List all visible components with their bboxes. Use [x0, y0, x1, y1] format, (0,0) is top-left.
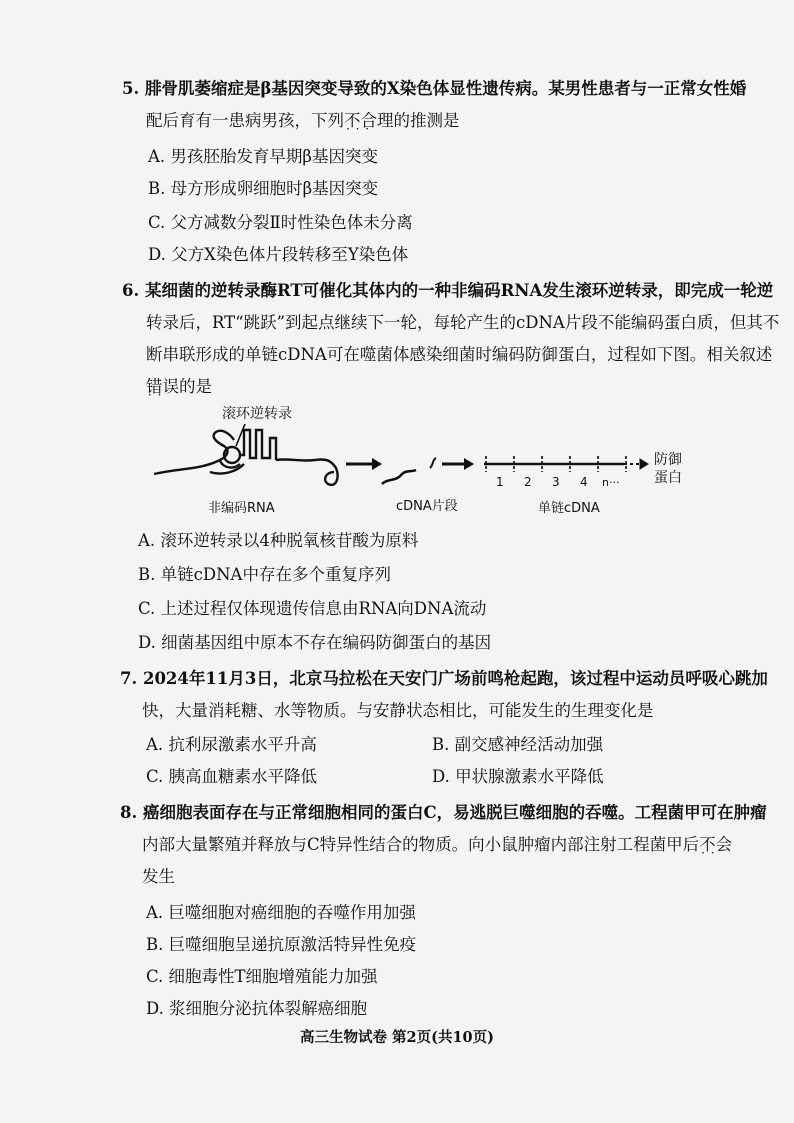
q6-stem-line2: 转录后，RT“跳跃”到起点继续下一轮，每轮产生的cDNA片段不能编码蛋白质，但其不	[146, 313, 780, 332]
q6-stem-line1: 6. 某细菌的逆转录酶RT可催化其体内的一种非编码RNA发生滚环逆转录，即完成一轮逆	[122, 281, 774, 300]
segment-3: 3	[552, 475, 560, 489]
q8-option-a[interactable]: A. 巨噬细胞对癌细胞的吞噬作用加强	[146, 903, 416, 922]
q5-option-c[interactable]: C. 父方减数分裂Ⅱ时性染色体未分离	[148, 213, 413, 232]
q6-option-b[interactable]: B. 单链cDNA中存在多个重复序列	[138, 565, 391, 584]
segment-n: n···	[602, 476, 620, 489]
q5-option-a[interactable]: A. 男孩胚胎发育早期β基因突变	[148, 147, 378, 166]
segment-1: 1	[496, 475, 504, 489]
q8-stem-line1: 8. 癌细胞表面存在与正常细胞相同的蛋白C，易逃脱巨噬细胞的吞噬。工程菌甲可在肿瘤	[120, 803, 767, 822]
q7-option-b[interactable]: B. 副交感神经活动加强	[432, 735, 604, 754]
q8-emphasis: 不会 · ·	[699, 835, 732, 854]
q5-option-b[interactable]: B. 母方形成卵细胞时β基因突变	[148, 179, 379, 198]
q6-stem-line4	[146, 376, 212, 398]
q7-stem-line2: 快，大量消耗糖、水等物质。与安静状态相比，可能发生的生理变化是	[142, 701, 654, 720]
q6-option-a[interactable]: A. 滚环逆转录以4种脱氧核苷酸为原料	[138, 531, 419, 550]
q8-option-c[interactable]: C. 细胞毒性T细胞增殖能力加强	[146, 967, 378, 986]
page-footer: 高三生物试卷 第2页(共10页)	[299, 1029, 495, 1046]
q6-option-d[interactable]: D. 细菌基因组中原本不存在编码防御蛋白的基因	[138, 633, 492, 652]
q7-stem-line1: 7. 2024年11月3日，北京马拉松在天安门广场前鸣枪起跑，该过程中运动员呼吸心跳加	[120, 669, 768, 688]
q7-option-c[interactable]: C. 胰高血糖素水平降低	[146, 767, 318, 786]
label-noncoding-rna: 非编码RNA	[208, 501, 275, 516]
q8-option-d[interactable]: D. 浆细胞分泌抗体裂解癌细胞	[146, 999, 368, 1018]
noncoding-rna-shape	[154, 430, 338, 485]
q8-stem-line2	[142, 834, 732, 856]
q7-option-a[interactable]: A. 抗利尿激素水平升高	[146, 735, 317, 754]
q5-option-d[interactable]: D. 父方X染色体片段转移至Y染色体	[148, 245, 409, 264]
label-defense-protein-2: 蛋白	[654, 470, 682, 486]
q5-stem-line2	[146, 110, 460, 132]
q5-stem-line2-end: 的推测是	[393, 111, 460, 130]
segment-4: 4	[580, 475, 588, 489]
rolling-circle-diagram	[150, 398, 710, 518]
q8-stem-line2-start: 内部大量繁殖并释放与C特异性结合的物质。向小鼠肿瘤内部注射工程菌甲后	[142, 835, 700, 854]
single-strand-cdna	[484, 456, 648, 472]
q5-stem-line1: 5. 腓骨肌萎缩症是β基因突变导致的X染色体显性遗传病。某男性患者与一正常女性婚	[122, 79, 747, 98]
q8-stem-line3: 发生	[142, 867, 175, 886]
segment-2: 2	[524, 475, 532, 489]
q5-emphasis: 不合理 · · ·	[344, 111, 394, 130]
q5-stem-line2-start: 配后育有一患病男孩，下列	[146, 111, 344, 130]
q6-stem-line4-end: 的是	[179, 377, 212, 396]
label-defense-protein-1: 防御	[654, 452, 682, 468]
q6-stem-line3: 断串联形成的单链cDNA可在噬菌体感染细菌时编码防御蛋白，过程如下图。相关叙述	[146, 345, 773, 364]
q6-emphasis: 错误 · ·	[146, 377, 179, 396]
label-ss-cdna: 单链cDNA	[538, 501, 600, 516]
q8-option-b[interactable]: B. 巨噬细胞呈递抗原激活特异性免疫	[146, 935, 417, 954]
label-rolling-rt: 滚环逆转录	[222, 406, 292, 422]
label-cdna-fragment: cDNA片段	[396, 499, 458, 514]
cdna-fragment-shape	[382, 470, 416, 484]
q7-option-d[interactable]: D. 甲状腺激素水平降低	[432, 767, 604, 786]
q6-option-c[interactable]: C. 上述过程仅体现遗传信息由RNA向DNA流动	[138, 599, 487, 618]
